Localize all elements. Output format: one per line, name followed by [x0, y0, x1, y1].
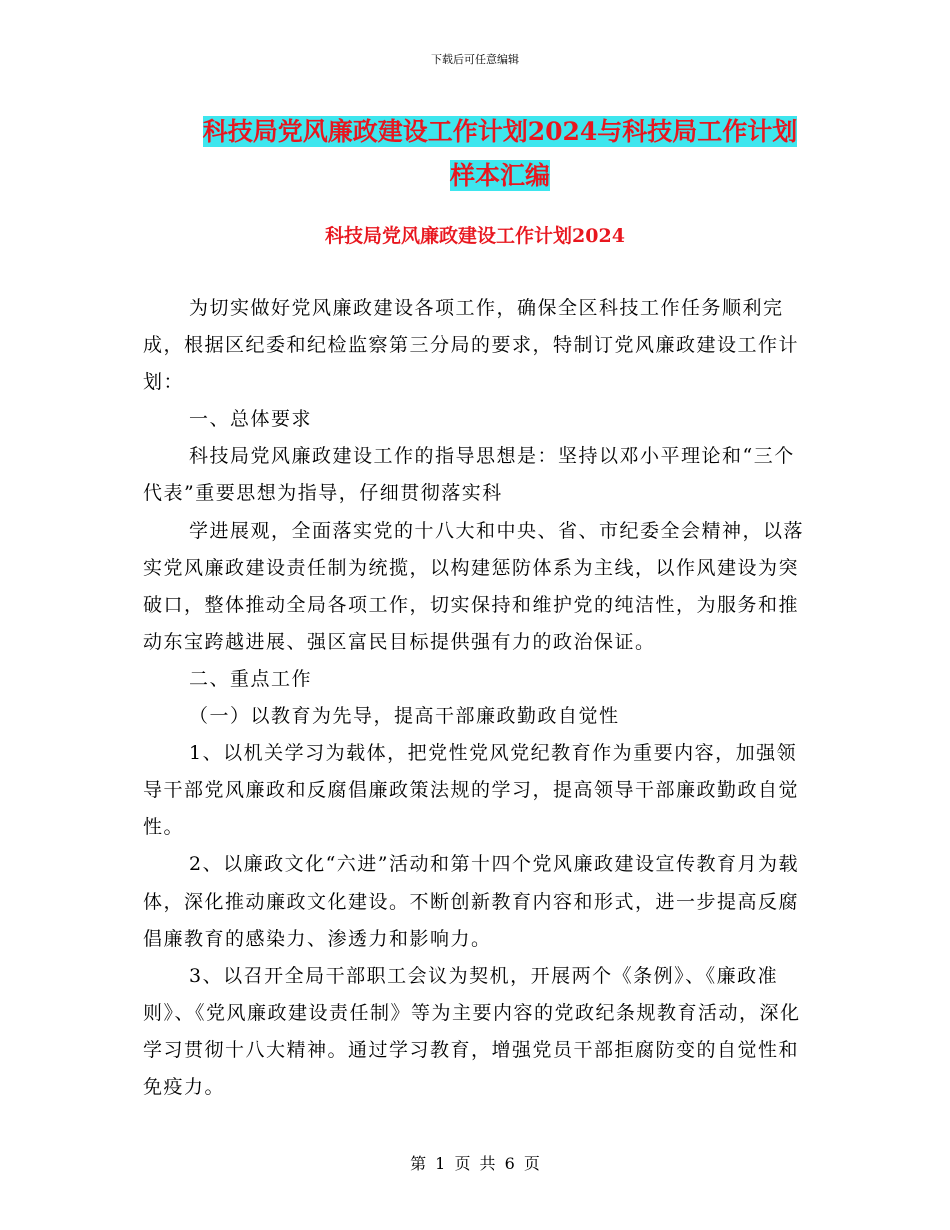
page-number: 第 1 页 共 6 页 — [410, 1154, 540, 1173]
guiding-thought-continuation: 学进展观，全面落实党的十八大和中央、省、市纪委全会精神，以落实党风廉政建设责任制为统揽，以构建惩防体系为主线，以作风建设为突破口，整体推动全局各项工作，切实保持和维护党的纯洁性，为服务和推动东宝跨越进展、强区富民目标提供强有力的政治保证。 — [143, 519, 805, 653]
page-header — [0, 52, 950, 68]
item-3-paragraph: 3、以召开全局干部职工会议为契机，开展两个《条例》、《廉政准则》、《党风廉政建设责任制》等为主要内容的党政纪条规教育活动，深化学习贯彻十八大精神。通过学习教育，增强党员干部拒腐防变的自觉性和免疫力。 — [143, 964, 801, 1098]
section-title-text: 科技局党风廉政建设工作计划2024 — [325, 225, 625, 247]
item-2-paragraph: 2、以廉政文化“六进”活动和第十四个党风廉政建设宣传教育月为载体，深化推动廉政文化建设。不断创新教育内容和形式，进一步提高反腐倡廉教育的感染力、渗透力和影响力。 — [143, 853, 800, 950]
heading-key-work: 二、重点工作 — [189, 667, 313, 690]
title-line-1: 科技局党风廉政建设工作计划2024与科技局工作计划 — [202, 117, 798, 146]
intro-paragraph: 为切实做好党风廉政建设各项工作，确保全区科技工作任务顺利完成，根据区纪委和纪检监察第三分局的要求，特制订党风廉政建设工作计划： — [143, 297, 800, 394]
header-text: 下载后可任意编辑 — [431, 53, 519, 66]
guiding-thought-paragraph: 科技局党风廉政建设工作的指导思想是：坚持以邓小平理论和“三个代表”重要思想为指导，仔细贯彻落实科 — [143, 445, 795, 505]
section-title — [0, 222, 950, 250]
page-footer — [0, 1153, 950, 1175]
document-title — [150, 110, 850, 198]
document-body — [143, 290, 809, 1106]
subheading-education: （一）以教育为先导，提高干部廉政勤政自觉性 — [189, 705, 620, 728]
heading-general-requirements: 一、总体要求 — [189, 408, 313, 431]
title-line-2: 样本汇编 — [449, 161, 550, 190]
item-1-paragraph: 1、以机关学习为载体，把党性党风党纪教育作为重要内容，加强领导干部党风廉政和反腐倡廉政策法规的学习，提高领导干部廉政勤政自觉性。 — [143, 742, 800, 839]
